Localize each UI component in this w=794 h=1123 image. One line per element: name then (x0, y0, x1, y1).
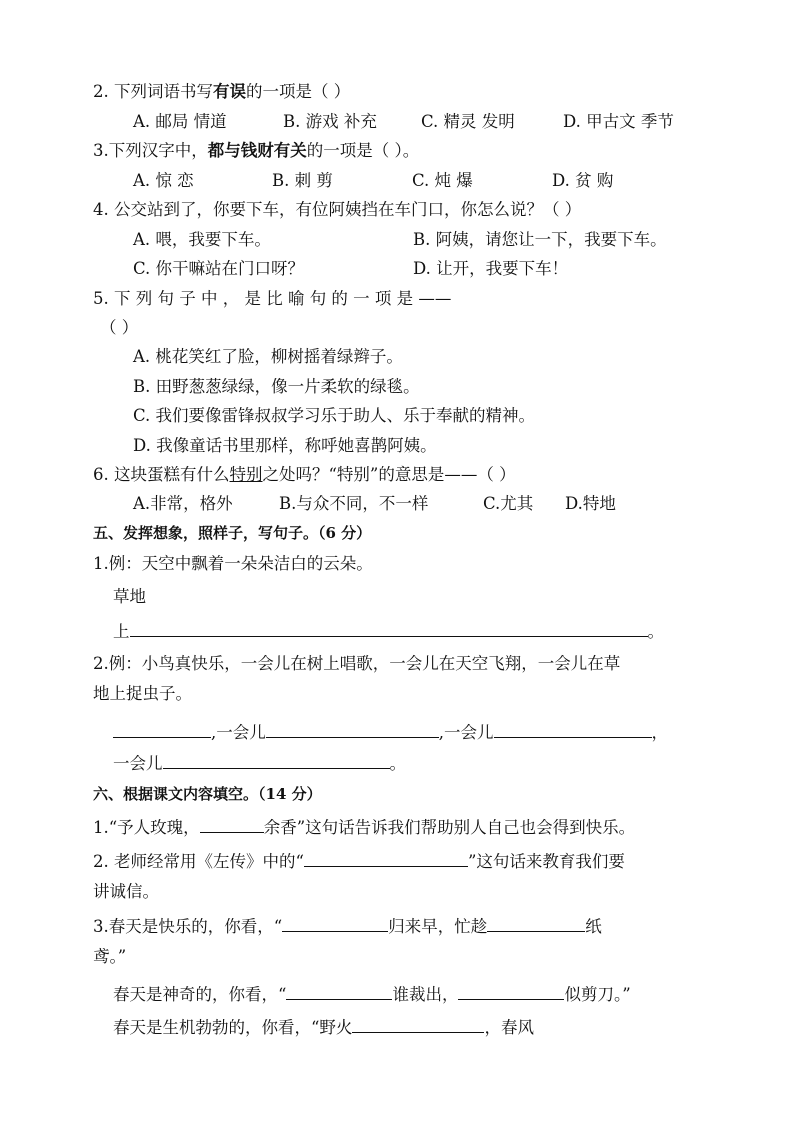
q4-options-row2 (133, 258, 568, 280)
blank-field[interactable] (494, 721, 652, 738)
section6-q2 (93, 850, 625, 873)
q6-underlined-word: 特别 (229, 465, 263, 484)
q6-option-b: B.与众不同，不一样 (279, 494, 429, 513)
section5-ex1-word: 草地 (113, 587, 146, 606)
blank-field[interactable] (266, 721, 439, 738)
q5-option-c: C. 我们要像雷锋叔叔学习乐于助人、乐于奉献的精神。 (133, 406, 536, 425)
q2-options (133, 111, 674, 133)
section6-q3b-end: 似剪刀。” (564, 985, 631, 1004)
section5-period: 。 (389, 754, 406, 773)
q3-stem-post: 的一项是（ ）。 (306, 141, 420, 160)
q6-option-d: D.特地 (565, 494, 616, 513)
q4-stem: 4. 公交站到了，你要下车，有位阿姨挡在车门口，你怎么说？（ ） (93, 200, 582, 219)
section6-q2-pre: 2. 老师经常用《左传》中的“ (93, 852, 304, 871)
q3-option-a: A. 惊 恋 (133, 171, 194, 190)
q4-option-a: A. 喂，我要下车。 (133, 230, 271, 249)
q5-option-d: D. 我像童话书里那样，称呼她喜鹊阿姨。 (133, 436, 437, 455)
q5-stem: 5. 下 列 句 子 中 ， 是 比 喻 句 的 一 项 是 —— (93, 289, 452, 308)
section6-q1 (93, 816, 635, 839)
section6-q3b (113, 983, 631, 1006)
q6-stem (93, 464, 516, 486)
section5-yihuir-3: 一会儿 (113, 754, 163, 773)
section5-ex1-end: 。 (647, 622, 664, 641)
section6-q3-mid: 归来早，忙趁 (388, 917, 488, 936)
q5-paren: （ ） (100, 318, 139, 337)
blank-field[interactable] (130, 620, 648, 637)
blank-field[interactable] (458, 983, 564, 1000)
q2-stem-pre: 2. 下列词语书写 (93, 82, 213, 101)
q2-option-d: D. 甲古文 季节 (563, 112, 674, 131)
section6-q3c-end: ，春风 (484, 1018, 534, 1037)
section5-example1: 1.例：天空中飘着一朵朵洁白的云朵。 (93, 554, 373, 573)
section6-q3 (93, 915, 602, 938)
blank-field[interactable] (163, 752, 390, 769)
section6-q3c (113, 1016, 534, 1039)
q5-option-a: A. 桃花笑红了脸，柳树摇着绿辫子。 (133, 347, 403, 366)
section6-q3-end: 纸 (585, 917, 602, 936)
blank-field[interactable] (200, 816, 264, 833)
q2-option-a: A. 邮局 情道 (133, 112, 227, 131)
section5-ex1-prefix: 上 (113, 622, 130, 641)
section6-q3b-mid: 谁裁出， (392, 985, 459, 1004)
section5-yihuir-2: ,一会儿 (438, 723, 494, 742)
q5-option-b: B. 田野葱葱绿绿，像一片柔软的绿毯。 (133, 377, 420, 396)
section6-q1-post: 余香”这句话告诉我们帮助别人自己也会得到快乐。 (263, 818, 636, 837)
q2-stem (93, 81, 350, 103)
q2-stem-post: 的一项是（ ） (246, 82, 351, 101)
q2-option-c: C. 精灵 发明 (421, 112, 515, 131)
blank-field[interactable] (487, 915, 585, 932)
section6-q3c-pre: 春天是生机勃勃的，你看，“野火 (113, 1018, 353, 1037)
q3-option-b: B. 刺 剪 (272, 171, 333, 190)
q2-option-b: B. 游戏 补充 (283, 112, 377, 131)
blank-field[interactable] (113, 721, 211, 738)
blank-field[interactable] (282, 915, 388, 932)
q3-stem-pre: 3.下列汉字中， (93, 141, 208, 160)
section6-q3b-pre: 春天是神奇的，你看，“ (113, 985, 287, 1004)
blank-field[interactable] (286, 983, 392, 1000)
q4-option-b: B. 阿姨，请您让一下，我要下车。 (413, 230, 667, 249)
q6-option-a: A.非常，格外 (133, 494, 233, 513)
section5-ex2-answer-line2 (113, 752, 406, 775)
section5-yihuir-1: ,一会儿 (211, 723, 266, 742)
q3-option-c: C. 炖 爆 (412, 171, 473, 190)
blank-field[interactable] (304, 850, 468, 867)
q6-stem-pre: 6. 这块蛋糕有什么 (93, 465, 230, 484)
q3-stem-bold: 都与钱财有关 (207, 141, 307, 160)
q4-option-c: C. 你干嘛站在门口呀？ (133, 259, 305, 278)
section5-heading: 五、发挥想象，照样子，写句子。（6 分） (93, 524, 372, 542)
section6-q2-line2: 讲诚信。 (93, 882, 159, 901)
q4-options-row1 (133, 229, 667, 251)
section6-q2-post: ”这句话来教育我们要 (467, 852, 625, 871)
section6-q1-pre: 1.“予人玫瑰， (93, 818, 200, 837)
section5-ex1-answer-line (113, 620, 664, 643)
q3-stem (93, 140, 419, 162)
section5-example2-line1: 2.例：小鸟真快乐，一会儿在树上唱歌，一会儿在天空飞翔，一会儿在草 (93, 654, 621, 673)
section5-ex2-answer-line1 (113, 721, 668, 744)
q6-options (133, 493, 616, 515)
blank-field[interactable] (352, 1016, 484, 1033)
q6-stem-post: 之处吗？“特别”的意思是——（ ） (262, 465, 516, 484)
q2-stem-bold: 有误 (213, 82, 246, 101)
q3-option-d: D. 贫 购 (552, 171, 614, 190)
section6-q3-pre: 3.春天是快乐的，你看，“ (93, 917, 283, 936)
section6-heading: 六、根据课文内容填空。（14 分） (93, 785, 322, 803)
section5-comma: ， (651, 723, 668, 742)
q6-option-c: C.尤其 (483, 494, 534, 513)
q3-options (133, 170, 613, 192)
section5-example2-line2: 地上捉虫子。 (93, 684, 192, 703)
section6-q3-line2: 鸢。” (93, 947, 127, 966)
q4-option-d: D. 让开，我要下车！ (413, 259, 569, 278)
